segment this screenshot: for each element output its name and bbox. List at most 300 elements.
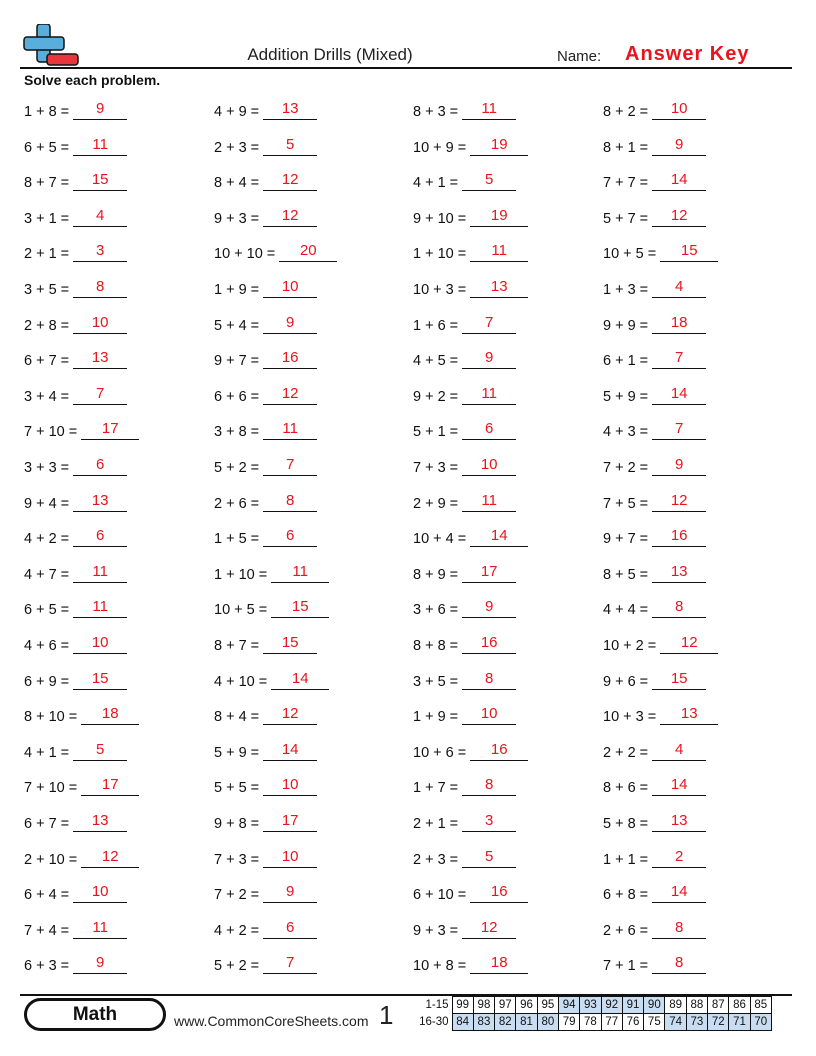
answer-blank[interactable]: 15 [263, 633, 317, 654]
problem-question: 1 + 5 = [214, 531, 260, 548]
score-cell: 96 [516, 997, 537, 1014]
problem-question: 2 + 2 = [603, 744, 649, 761]
answer-blank[interactable]: 8 [263, 491, 317, 512]
problem-question: 3 + 6 = [413, 602, 459, 619]
score-cell: 85 [750, 997, 771, 1014]
problem-item [413, 918, 516, 940]
answer-blank[interactable]: 9 [652, 455, 706, 476]
problem-question: 9 + 4 = [24, 495, 70, 512]
problem-question: 2 + 3 = [214, 139, 260, 156]
score-cell: 92 [601, 997, 622, 1014]
problem-question: 10 + 2 = [603, 638, 657, 654]
answer-blank[interactable]: 10 [652, 99, 706, 120]
problem-question: 9 + 7 = [603, 531, 649, 548]
answer-blank[interactable]: 18 [81, 704, 139, 725]
answer-key-label: Answer Key [625, 43, 750, 65]
answer-blank[interactable]: 7 [462, 313, 516, 334]
problem-item [24, 740, 127, 762]
answer-blank[interactable]: 11 [73, 597, 127, 618]
answer-blank[interactable]: 14 [263, 740, 317, 761]
problem-item [24, 562, 127, 584]
problem-item [24, 597, 127, 619]
problem-question: 4 + 1 = [24, 744, 70, 761]
answer-blank[interactable]: 18 [652, 313, 706, 334]
problem-item [214, 882, 317, 904]
answer-blank[interactable]: 3 [73, 241, 127, 262]
score-cell: 89 [665, 997, 686, 1014]
answer-blank[interactable]: 6 [462, 419, 516, 440]
problem-question: 10 + 3 = [603, 709, 657, 726]
answer-blank[interactable]: 9 [462, 348, 516, 369]
problem-item [214, 669, 329, 691]
problem-question: 4 + 5 = [413, 353, 459, 370]
problem-question: 9 + 3 = [214, 210, 260, 227]
answer-blank[interactable]: 13 [660, 704, 718, 725]
answer-blank[interactable]: 8 [462, 775, 516, 796]
problem-item [603, 206, 706, 228]
answer-blank[interactable]: 5 [462, 847, 516, 868]
score-cell: 77 [601, 1014, 622, 1031]
answer-blank[interactable]: 17 [81, 775, 139, 796]
instructions: Solve each problem. [24, 72, 161, 88]
answer-blank[interactable]: 9 [73, 99, 127, 120]
problem-item [24, 669, 127, 691]
problem-question: 3 + 3 = [24, 460, 70, 476]
answer-blank[interactable]: 11 [73, 135, 127, 156]
problem-question: 4 + 7 = [24, 566, 70, 583]
problem-item [413, 135, 528, 157]
problem-question: 5 + 2 = [214, 460, 260, 476]
problem-question: 5 + 8 = [603, 816, 649, 832]
problem-question: 8 + 5 = [603, 566, 649, 583]
score-cell: 87 [708, 997, 729, 1014]
problem-item [603, 170, 706, 192]
problem-question: 2 + 1 = [413, 816, 459, 832]
score-row-label: 16-30 [419, 1016, 449, 1028]
problem-item [603, 384, 706, 406]
problem-item [24, 455, 127, 477]
problem-item [24, 918, 127, 940]
answer-blank[interactable]: 12 [81, 847, 139, 868]
answer-blank[interactable]: 9 [73, 953, 127, 974]
answer-blank[interactable]: 11 [462, 99, 516, 120]
answer-blank[interactable]: 16 [470, 740, 528, 761]
problem-question: 1 + 8 = [24, 104, 70, 120]
answer-blank[interactable]: 5 [263, 135, 317, 156]
problem-item [603, 775, 706, 797]
problem-question: 3 + 8 = [214, 424, 260, 441]
answer-blank[interactable]: 16 [652, 526, 706, 547]
problem-question: 8 + 10 = [24, 709, 78, 726]
problem-item [24, 170, 127, 192]
problem-item [603, 847, 706, 869]
answer-blank[interactable]: 16 [263, 348, 317, 369]
problem-question: 3 + 5 = [24, 282, 70, 298]
problem-question: 6 + 5 = [24, 139, 70, 156]
answer-blank[interactable]: 15 [73, 669, 127, 690]
answer-blank[interactable]: 7 [652, 419, 706, 440]
problem-item [413, 882, 528, 904]
problem-item [603, 704, 718, 726]
problem-question: 1 + 9 = [214, 282, 260, 298]
answer-blank[interactable]: 11 [73, 562, 127, 583]
answer-blank[interactable]: 9 [263, 313, 317, 334]
problem-question: 10 + 6 = [413, 744, 467, 761]
problem-item [214, 953, 317, 975]
answer-blank[interactable]: 15 [660, 241, 718, 262]
score-cell: 88 [686, 997, 707, 1014]
problem-question: 9 + 8 = [214, 816, 260, 832]
score-cell: 99 [452, 997, 473, 1014]
answer-blank[interactable]: 10 [73, 882, 127, 903]
answer-blank[interactable]: 11 [462, 384, 516, 405]
score-cell: 94 [558, 997, 579, 1014]
problem-item [413, 526, 528, 548]
answer-blank[interactable]: 9 [652, 135, 706, 156]
problem-question: 2 + 6 = [214, 495, 260, 512]
answer-blank[interactable]: 12 [652, 491, 706, 512]
answer-blank[interactable]: 16 [462, 633, 516, 654]
answer-blank[interactable]: 11 [263, 419, 317, 440]
problem-question: 10 + 5 = [603, 246, 657, 263]
problem-item [24, 313, 127, 335]
answer-blank[interactable]: 5 [73, 740, 127, 761]
problem-question: 1 + 3 = [603, 282, 649, 298]
score-cell: 90 [644, 997, 665, 1014]
problem-question: 7 + 4 = [24, 922, 70, 939]
answer-blank[interactable]: 16 [470, 882, 528, 903]
subject-badge: Math [24, 998, 166, 1031]
problem-question: 8 + 3 = [413, 104, 459, 120]
answer-blank[interactable]: 14 [652, 170, 706, 191]
answer-blank[interactable]: 12 [263, 704, 317, 725]
answer-blank[interactable]: 12 [652, 206, 706, 227]
problem-item [24, 99, 127, 121]
problem-item [413, 562, 516, 584]
problem-question: 5 + 2 = [214, 958, 260, 975]
problem-item [603, 918, 706, 940]
problem-item [24, 953, 127, 975]
problem-item [603, 562, 706, 584]
problem-item [413, 206, 528, 228]
problem-item [214, 277, 317, 299]
problem-item [214, 811, 317, 833]
answer-blank[interactable]: 18 [470, 953, 528, 974]
problem-question: 4 + 9 = [214, 104, 260, 120]
answer-blank[interactable]: 17 [81, 419, 139, 440]
answer-blank[interactable]: 17 [462, 562, 516, 583]
problem-item [214, 633, 317, 655]
problem-item [214, 384, 317, 406]
problem-question: 8 + 8 = [413, 638, 459, 654]
problem-item [603, 455, 706, 477]
problem-item [413, 241, 528, 263]
problem-question: 6 + 7 = [24, 816, 70, 832]
answer-blank[interactable]: 12 [660, 633, 718, 654]
answer-blank[interactable]: 15 [73, 170, 127, 191]
problem-question: 6 + 3 = [24, 958, 70, 975]
answer-blank[interactable]: 19 [470, 206, 528, 227]
answer-blank[interactable]: 12 [462, 918, 516, 939]
problem-item [603, 313, 706, 335]
score-cell: 80 [537, 1014, 558, 1031]
score-cell: 76 [622, 1014, 643, 1031]
answer-blank[interactable]: 6 [263, 526, 317, 547]
problem-item [214, 313, 317, 335]
score-cell: 72 [708, 1014, 729, 1031]
score-row-label: 1-15 [425, 999, 449, 1011]
problem-question: 10 + 4 = [413, 531, 467, 548]
name-label: Name: [557, 48, 602, 65]
score-cell: 83 [473, 1014, 494, 1031]
problem-item [24, 633, 127, 655]
problem-question: 5 + 7 = [603, 210, 649, 227]
answer-blank[interactable]: 2 [652, 847, 706, 868]
problem-item [24, 704, 139, 726]
answer-blank[interactable]: 8 [652, 918, 706, 939]
problem-question: 2 + 1 = [24, 246, 70, 263]
answer-blank[interactable]: 13 [73, 491, 127, 512]
problem-item [603, 241, 718, 263]
problem-question: 9 + 6 = [603, 673, 649, 690]
answer-blank[interactable]: 11 [462, 491, 516, 512]
answer-blank[interactable]: 10 [73, 313, 127, 334]
problem-question: 7 + 2 = [214, 887, 260, 904]
score-table [414, 996, 772, 1031]
problem-question: 7 + 3 = [214, 851, 260, 868]
problem-item [24, 206, 127, 228]
problem-question: 10 + 5 = [214, 602, 268, 619]
score-cell: 74 [665, 1014, 686, 1031]
page-number: 1 [379, 1000, 394, 1030]
problem-question: 7 + 10 = [24, 424, 78, 441]
problem-question: 4 + 10 = [214, 673, 268, 690]
answer-blank[interactable]: 19 [470, 135, 528, 156]
problem-item [603, 953, 706, 975]
answer-blank[interactable]: 7 [263, 455, 317, 476]
problem-item [24, 384, 127, 406]
answer-blank[interactable]: 8 [652, 597, 706, 618]
problem-question: 4 + 3 = [603, 424, 649, 441]
problem-item [214, 99, 317, 121]
problem-item [413, 669, 516, 691]
answer-blank[interactable]: 11 [271, 562, 329, 583]
problem-item [413, 313, 516, 335]
answer-blank[interactable]: 10 [263, 775, 317, 796]
answer-blank[interactable]: 13 [652, 811, 706, 832]
problem-item [603, 597, 706, 619]
score-cell: 73 [686, 1014, 707, 1031]
problem-question: 2 + 6 = [603, 922, 649, 939]
problem-item [413, 384, 516, 406]
problem-question: 7 + 5 = [603, 495, 649, 512]
problem-question: 6 + 5 = [24, 602, 70, 619]
problem-item [214, 526, 317, 548]
answer-blank[interactable]: 5 [462, 170, 516, 191]
problem-question: 4 + 2 = [214, 922, 260, 939]
problem-item [413, 348, 516, 370]
problem-item [413, 811, 516, 833]
problem-item [413, 597, 516, 619]
answer-blank[interactable]: 6 [73, 455, 127, 476]
answer-blank[interactable]: 7 [652, 348, 706, 369]
problem-item [214, 241, 337, 263]
problem-question: 1 + 7 = [413, 780, 459, 797]
problem-question: 2 + 3 = [413, 851, 459, 868]
problem-item [413, 847, 516, 869]
score-cell: 84 [452, 1014, 473, 1031]
answer-blank[interactable]: 17 [263, 811, 317, 832]
problem-item [603, 277, 706, 299]
problem-question: 6 + 6 = [214, 388, 260, 405]
problem-item [413, 491, 516, 513]
score-cell: 75 [644, 1014, 665, 1031]
answer-blank[interactable]: 14 [652, 775, 706, 796]
problem-question: 7 + 10 = [24, 780, 78, 797]
problem-question: 1 + 6 = [413, 317, 459, 334]
problem-question: 7 + 2 = [603, 460, 649, 476]
problem-item [24, 526, 127, 548]
answer-blank[interactable]: 11 [73, 918, 127, 939]
answer-blank[interactable]: 13 [73, 811, 127, 832]
answer-blank[interactable]: 14 [470, 526, 528, 547]
answer-blank[interactable]: 12 [263, 170, 317, 191]
answer-blank[interactable]: 15 [652, 669, 706, 690]
score-row [414, 1014, 771, 1031]
problem-question: 3 + 5 = [413, 673, 459, 690]
problem-item [603, 882, 706, 904]
problem-question: 4 + 6 = [24, 638, 70, 654]
score-cell: 79 [558, 1014, 579, 1031]
problem-question: 8 + 4 = [214, 175, 260, 192]
answer-blank[interactable]: 10 [263, 277, 317, 298]
answer-blank[interactable]: 6 [263, 918, 317, 939]
problem-question: 10 + 9 = [413, 139, 467, 156]
answer-blank[interactable]: 12 [263, 384, 317, 405]
problem-item [603, 99, 706, 121]
answer-blank[interactable]: 4 [652, 740, 706, 761]
problem-question: 9 + 9 = [603, 317, 649, 334]
problem-item [413, 775, 516, 797]
problem-question: 8 + 4 = [214, 709, 260, 726]
problem-question: 1 + 1 = [603, 851, 649, 868]
problem-question: 6 + 1 = [603, 353, 649, 370]
answer-blank[interactable]: 12 [263, 206, 317, 227]
problem-question: 10 + 3 = [413, 282, 467, 298]
problem-item [24, 419, 139, 441]
problem-question: 5 + 9 = [603, 388, 649, 405]
answer-blank[interactable]: 9 [462, 597, 516, 618]
problem-item [603, 633, 718, 655]
problem-question: 9 + 3 = [413, 922, 459, 939]
problem-question: 1 + 9 = [413, 709, 459, 726]
answer-blank[interactable]: 14 [652, 882, 706, 903]
problem-item [214, 491, 317, 513]
problem-question: 6 + 9 = [24, 673, 70, 690]
problem-question: 6 + 8 = [603, 887, 649, 904]
problem-question: 9 + 10 = [413, 210, 467, 227]
problem-item [24, 491, 127, 513]
problem-question: 8 + 7 = [24, 175, 70, 192]
problem-item [603, 669, 706, 691]
problem-question: 2 + 9 = [413, 495, 459, 512]
score-cell: 98 [473, 997, 494, 1014]
problem-item [24, 882, 127, 904]
problem-question: 8 + 6 = [603, 780, 649, 797]
problem-item [214, 170, 317, 192]
problem-question: 9 + 7 = [214, 353, 260, 370]
answer-blank[interactable]: 7 [263, 953, 317, 974]
answer-blank[interactable]: 8 [652, 953, 706, 974]
problem-item [603, 135, 706, 157]
problem-item [603, 811, 706, 833]
answer-blank[interactable]: 10 [462, 704, 516, 725]
problem-item [413, 953, 528, 975]
answer-blank[interactable]: 6 [73, 526, 127, 547]
answer-blank[interactable]: 4 [73, 206, 127, 227]
answer-blank[interactable]: 15 [271, 597, 329, 618]
score-cell: 70 [750, 1014, 771, 1031]
problem-question: 1 + 10 = [214, 566, 268, 583]
problem-question: 6 + 4 = [24, 887, 70, 904]
score-cell: 91 [622, 997, 643, 1014]
problem-question: 4 + 1 = [413, 175, 459, 192]
answer-blank[interactable]: 7 [73, 384, 127, 405]
answer-blank[interactable]: 13 [652, 562, 706, 583]
answer-blank[interactable]: 11 [470, 241, 528, 262]
problem-question: 7 + 1 = [603, 958, 649, 975]
answer-blank[interactable]: 8 [73, 277, 127, 298]
answer-blank[interactable]: 20 [279, 241, 337, 262]
problem-item [603, 526, 706, 548]
answer-blank[interactable]: 13 [263, 99, 317, 120]
problem-question: 2 + 8 = [24, 317, 70, 334]
answer-blank[interactable]: 9 [263, 882, 317, 903]
answer-blank[interactable]: 14 [271, 669, 329, 690]
problem-question: 9 + 2 = [413, 388, 459, 405]
answer-blank[interactable]: 10 [462, 455, 516, 476]
problem-item [413, 633, 516, 655]
problem-item [413, 455, 516, 477]
problem-question: 3 + 4 = [24, 388, 70, 405]
problem-item [214, 775, 317, 797]
problem-item [603, 419, 706, 441]
problem-item [603, 740, 706, 762]
answer-blank[interactable]: 4 [652, 277, 706, 298]
score-cell: 82 [495, 1014, 516, 1031]
score-cell: 93 [580, 997, 601, 1014]
answer-blank[interactable]: 14 [652, 384, 706, 405]
problem-question: 10 + 10 = [214, 246, 276, 263]
problem-item [214, 348, 317, 370]
answer-blank[interactable]: 3 [462, 811, 516, 832]
problem-item [24, 775, 139, 797]
problem-question: 7 + 7 = [603, 175, 649, 192]
worksheet-title: Addition Drills (Mixed) [247, 45, 413, 64]
problem-item [413, 99, 516, 121]
problem-item [603, 348, 706, 370]
answer-blank[interactable]: 10 [73, 633, 127, 654]
answer-blank[interactable]: 8 [462, 669, 516, 690]
problem-question: 5 + 1 = [413, 424, 459, 441]
problem-question: 5 + 5 = [214, 780, 260, 797]
problem-question: 4 + 2 = [24, 531, 70, 548]
problem-item [24, 135, 127, 157]
problem-item [214, 419, 317, 441]
answer-blank[interactable]: 10 [263, 847, 317, 868]
answer-blank[interactable]: 13 [470, 277, 528, 298]
answer-blank[interactable]: 13 [73, 348, 127, 369]
